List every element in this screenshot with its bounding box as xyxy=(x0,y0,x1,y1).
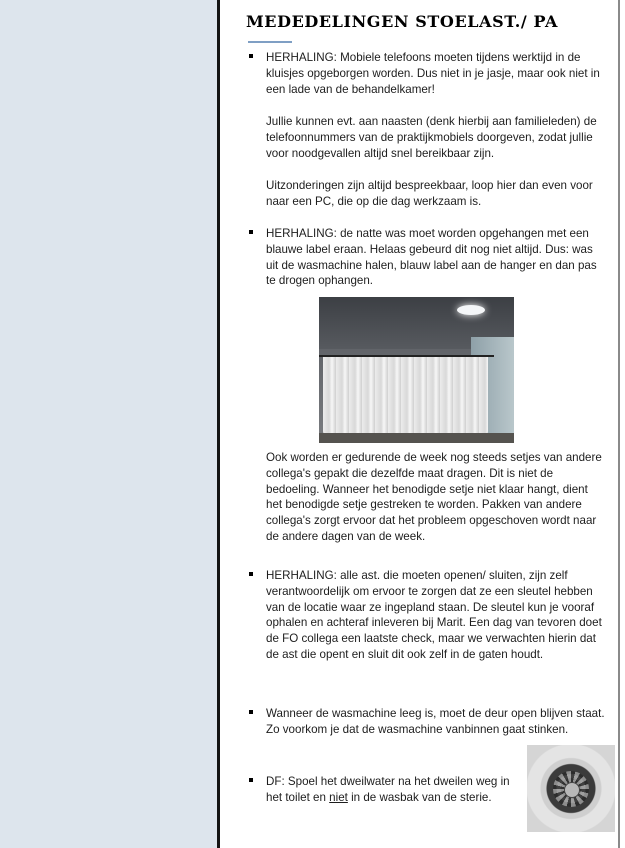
page-right-border xyxy=(618,0,620,848)
paragraph: HERHALING: Mobiele telefoons moeten tijdens werktijd in de kluisjes opgeborgen worden. Dus niet in je jasje, maar ook niet in een lade van de behandelkamer! xyxy=(266,51,600,96)
bullet-icon xyxy=(249,572,253,576)
left-margin-panel xyxy=(0,0,217,848)
paragraph: Wanneer de wasmachine leeg is, moet de deur open blijven staat. Zo voorkom je dat de wasmachine vanbinnen gaat stinken. xyxy=(266,707,605,736)
paragraph-text: in de wasbak van de sterie. xyxy=(347,790,492,804)
paragraph: Jullie kunnen evt. aan naasten (denk hierbij aan familieleden) de telefoonnummers van de praktijkmobiels doorgeven, zodat jullie voor noodgevallen altijd snel bereikbaar zijn. xyxy=(266,115,597,160)
bullet-icon xyxy=(249,710,253,714)
bullet-icon xyxy=(249,54,253,58)
title-underline xyxy=(248,41,292,43)
paragraph-text: DF: Spoel het dweilwater na het dweilen weg in het toilet en xyxy=(266,775,510,804)
paragraph: HERHALING: de natte was moet worden opgehangen met een blauwe label eraan. Helaas gebeurd dit nog niet altijd. Dus: was uit de wasmachine halen, blauw label aan de hanger en dan pas te drogen ophangen. xyxy=(266,227,597,288)
ceiling-light-icon xyxy=(457,305,485,315)
hanging-coats xyxy=(323,357,488,437)
bullet-icon xyxy=(249,230,253,234)
bullet-icon xyxy=(249,778,253,782)
paragraph: Uitzonderingen zijn altijd bespreekbaar, loop hier dan even voor naar een PC, die op die dag werkzaam is. xyxy=(266,179,593,208)
document-body xyxy=(246,12,608,804)
photo-laundry-racks xyxy=(319,297,514,443)
emphasis-not: niet xyxy=(329,790,348,804)
photo-sink-drain xyxy=(527,745,615,832)
paragraph: Ook worden er gedurende de week nog steeds setjes van andere collega's gepakt die dezelfde maat dragen. Dit is niet de bedoeling. Wanneer het benodigde setje niet klaar hangt, dient het benodigde setje gestreken te worden. Pakken van andere collega's zorgt ervoor dat het probleem opgeschoven wordt naar de andere dagen van de week. xyxy=(266,451,602,543)
paragraph: HERHALING: alle ast. die moeten openen/ sluiten, zijn zelf verantwoordelijk om ervoor te zorgen dat ze een sleutel hebben van de locatie waar ze ingepland staan. De sleutel kun je vooraf ophalen en achteraf inleveren bij Marit. Een dag van tevoren doet de FO collega een laatste check, maar we verwachten hierin dat de ast die opent en sluit dit ook zelf in de gaten houdt. xyxy=(266,569,602,661)
paragraph xyxy=(266,774,516,806)
sidebar-divider xyxy=(217,0,220,848)
page-title: MEDEDELINGEN STOELAST./ PA xyxy=(246,12,558,31)
